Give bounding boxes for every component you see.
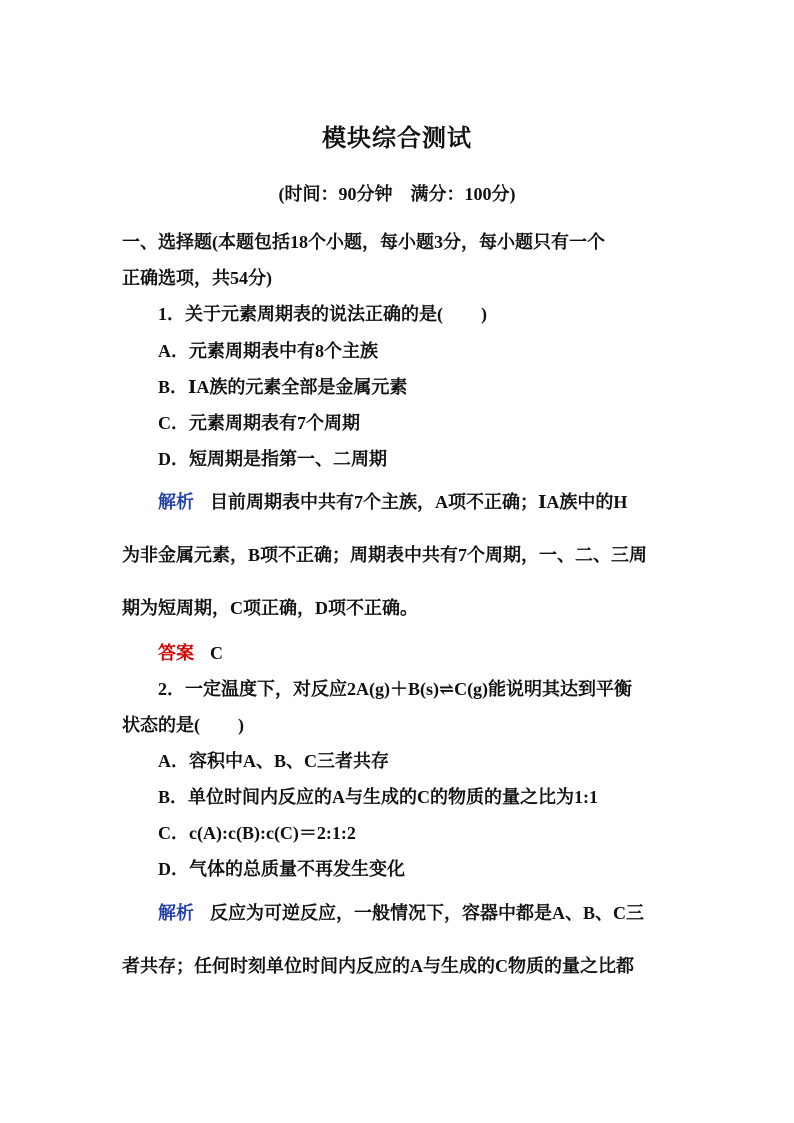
question-2-stem-cont	[122, 711, 672, 737]
concentration-ratio-formula: c(A):c(B):c(C)＝2:1:2	[189, 823, 356, 843]
exam-meta: (时间：90分钟 满分：100分)	[278, 184, 516, 204]
page-title: 模块综合测试	[322, 126, 472, 152]
q2-analysis-line-2: 者共存；任何时刻单位时间内反应的A与生成的C物质的量之比都	[122, 956, 634, 976]
q1-option-a: A．元素周期表中有8个主族	[158, 341, 378, 361]
q1-option-d: D．短周期是指第一、二周期	[158, 449, 387, 469]
analysis-text: 反应为可逆反应，一般情况下，容器中都是A、B、C三	[210, 903, 645, 923]
analysis-label: 解析	[158, 492, 194, 512]
section-heading: 一、选择题(本题包括18个小题，每小题3分，每小题只有一个	[122, 232, 605, 252]
question-2-paren: )	[238, 715, 244, 735]
q2-option-b: B．单位时间内反应的A与生成的C的物质的量之比为1:1	[158, 787, 598, 807]
question-2-stem: 2．一定温度下，对反应2A(g)＋B(s)⇌C(g)能说明其达到平衡	[158, 679, 633, 699]
answer-label: 答案	[158, 643, 194, 663]
question-1-paren: )	[481, 304, 487, 324]
question-1-stem	[158, 300, 672, 326]
question-2-text: 状态的是(	[122, 715, 200, 735]
q1-analysis-line-3: 期为短周期，C项正确，D项不正确。	[122, 598, 418, 618]
option-letter: C．	[158, 823, 189, 843]
q1-answer	[158, 639, 672, 665]
q2-option-a: A．容积中A、B、C三者共存	[158, 751, 390, 771]
q2-analysis-line-1	[158, 899, 672, 925]
analysis-text: 目前周期表中共有7个主族，A项不正确；ⅠA族中的H	[210, 492, 628, 512]
analysis-label: 解析	[158, 903, 194, 923]
q1-option-c: C．元素周期表有7个周期	[158, 413, 360, 433]
question-1-text: 1．关于元素周期表的说法正确的是(	[158, 304, 443, 324]
q1-option-b: B．ⅠA族的元素全部是金属元素	[158, 377, 408, 397]
q1-analysis-line-1	[158, 488, 672, 514]
q2-option-d: D．气体的总质量不再发生变化	[158, 859, 405, 879]
section-heading-cont: 正确选项，共54分)	[122, 268, 272, 288]
answer-value: C	[210, 643, 223, 663]
q2-option-c	[158, 819, 672, 845]
q1-analysis-line-2: 为非金属元素，B项不正确；周期表中共有7个周期，一、二、三周	[122, 545, 648, 565]
